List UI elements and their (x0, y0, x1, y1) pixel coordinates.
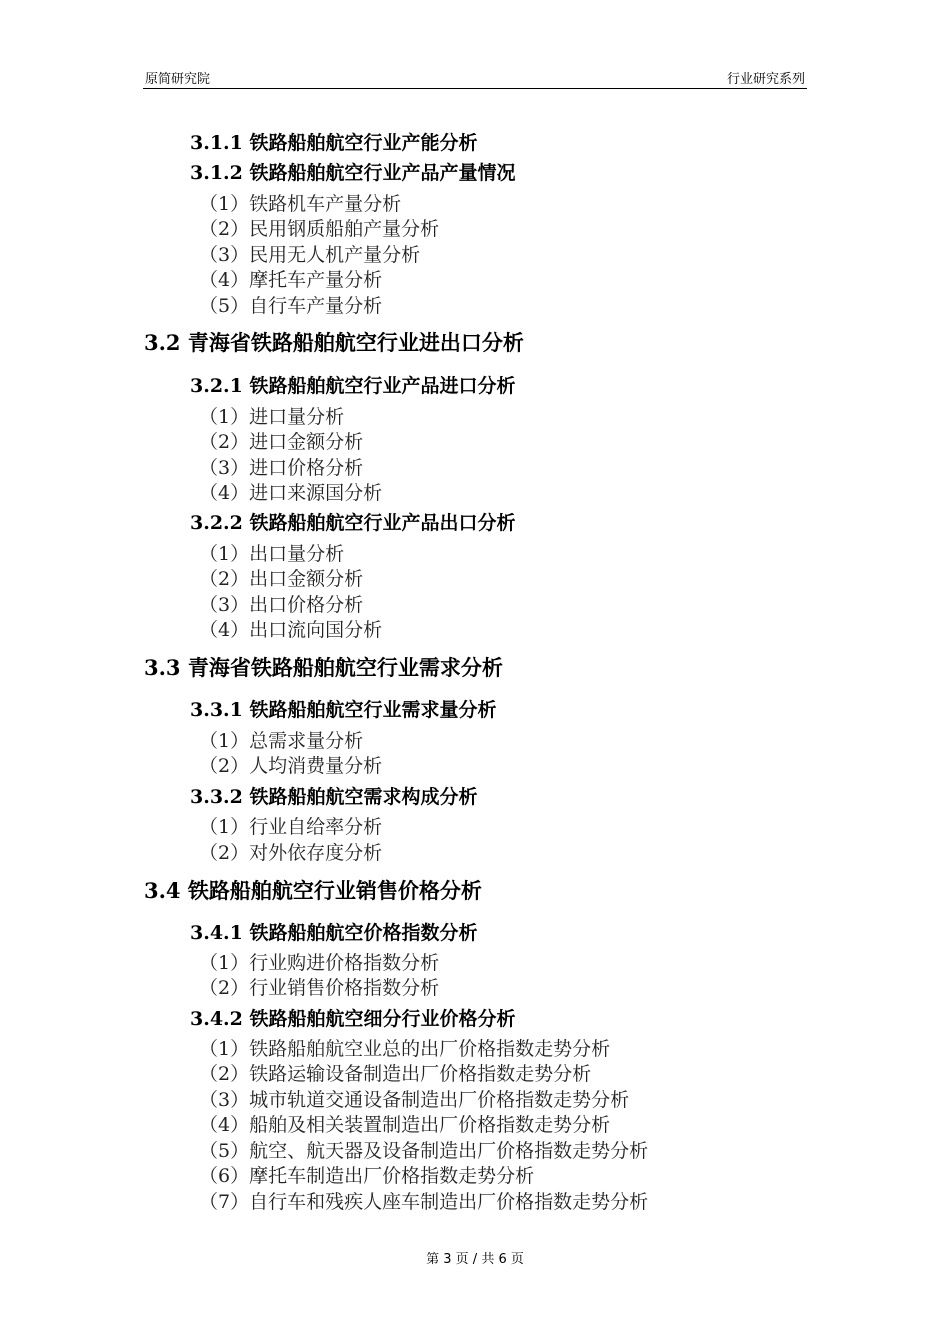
header-series-name: 行业研究系列 (726, 72, 805, 87)
list-item: （6）摩托车制造出厂价格指数走势分析 (199, 1165, 535, 1187)
list-item: （2）进口金额分析 (199, 431, 364, 453)
subsection-heading: 3.3.1 铁路船舶航空行业需求量分析 (190, 699, 497, 721)
list-item: （2）人均消费量分析 (199, 755, 383, 777)
list-item: （1）进口量分析 (199, 406, 345, 428)
list-item: （3）民用无人机产量分析 (199, 244, 421, 266)
list-item: （3）出口价格分析 (199, 594, 364, 616)
list-item: （4）摩托车产量分析 (199, 269, 383, 291)
list-item: （3）进口价格分析 (199, 457, 364, 479)
list-item: （1）总需求量分析 (199, 730, 364, 752)
section-heading: 3.3 青海省铁路船舶航空行业需求分析 (144, 655, 503, 680)
list-item: （1）出口量分析 (199, 543, 345, 565)
list-item: （4）进口来源国分析 (199, 482, 383, 504)
list-item: （1）铁路机车产量分析 (199, 193, 402, 215)
list-item: （1）行业自给率分析 (199, 816, 383, 838)
list-item: （2）出口金额分析 (199, 568, 364, 590)
list-item: （3）城市轨道交通设备制造出厂价格指数走势分析 (199, 1089, 630, 1111)
list-item: （2）民用钢质船舶产量分析 (199, 218, 440, 240)
page-footer: 第 3 页 / 共 6 页 (426, 1252, 524, 1267)
list-item: （5）航空、航天器及设备制造出厂价格指数走势分析 (199, 1140, 649, 1162)
section-heading: 3.4 铁路船舶航空行业销售价格分析 (144, 878, 482, 903)
list-item: （7）自行车和残疾人座车制造出厂价格指数走势分析 (199, 1191, 649, 1213)
page-header (143, 66, 807, 89)
subsection-heading: 3.2.1 铁路船舶航空行业产品进口分析 (190, 375, 516, 397)
subsection-heading: 3.1.2 铁路船舶航空行业产品产量情况 (190, 162, 516, 184)
list-item: （2）行业销售价格指数分析 (199, 977, 440, 999)
list-item: （2）铁路运输设备制造出厂价格指数走势分析 (199, 1063, 592, 1085)
list-item: （4）出口流向国分析 (199, 619, 383, 641)
list-item: （5）自行车产量分析 (199, 295, 383, 317)
subsection-heading: 3.4.1 铁路船舶航空价格指数分析 (190, 922, 478, 944)
subsection-heading: 3.1.1 铁路船舶航空行业产能分析 (190, 132, 478, 154)
list-item: （4）船舶及相关装置制造出厂价格指数走势分析 (199, 1114, 611, 1136)
subsection-heading: 3.3.2 铁路船舶航空需求构成分析 (190, 786, 478, 808)
subsection-heading: 3.2.2 铁路船舶航空行业产品出口分析 (190, 512, 516, 534)
subsection-heading: 3.4.2 铁路船舶航空细分行业价格分析 (190, 1008, 516, 1030)
list-item: （2）对外依存度分析 (199, 842, 383, 864)
list-item: （1）铁路船舶航空业总的出厂价格指数走势分析 (199, 1038, 611, 1060)
list-item: （1）行业购进价格指数分析 (199, 952, 440, 974)
header-org-name: 原简研究院 (145, 72, 211, 87)
section-heading: 3.2 青海省铁路船舶航空行业进出口分析 (144, 330, 524, 355)
